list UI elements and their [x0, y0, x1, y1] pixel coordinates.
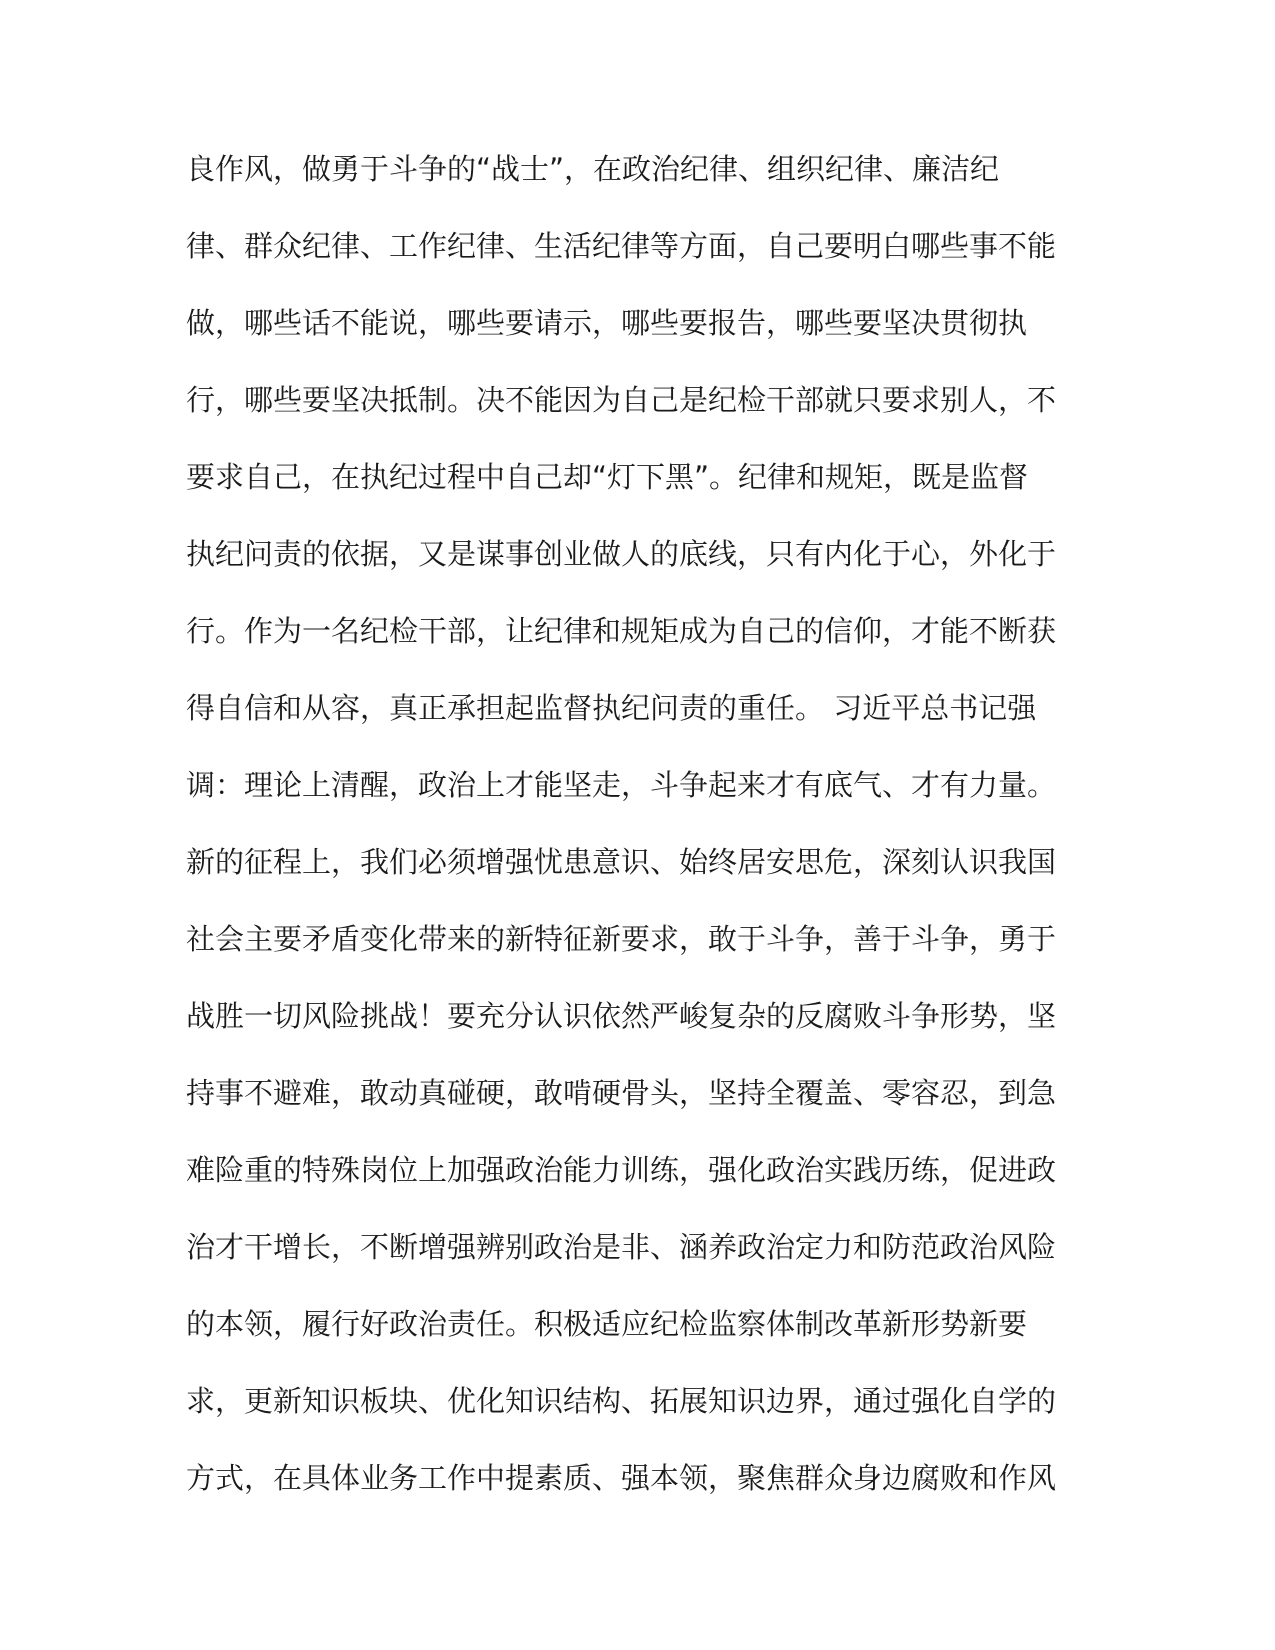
text-line: 执纪问责的依据，又是谋事创业做人的底线，只有内化于心，外化于 — [186, 537, 1057, 571]
text-line: 做，哪些话不能说，哪些要请示，哪些要报告，哪些要坚决贯彻执 — [186, 306, 1028, 340]
text-line: 良作风，做勇于斗争的“战士”，在政治纪律、组织纪律、廉洁纪 — [186, 152, 1000, 186]
text-line: 持事不避难，敢动真碰硬，敢啃硬骨头，坚持全覆盖、零容忍，到急 — [186, 1076, 1057, 1110]
text-line: 的本领，履行好政治责任。积极适应纪检监察体制改革新形势新要 — [186, 1307, 1028, 1341]
text-line: 治才干增长，不断增强辨别政治是非、涵养政治定力和防范政治风险 — [186, 1230, 1057, 1264]
text-line: 社会主要矛盾变化带来的新特征新要求，敢于斗争，善于斗争，勇于 — [186, 922, 1057, 956]
text-line: 得自信和从容，真正承担起监督执纪问责的重任。 习近平总书记强 — [186, 691, 1037, 725]
text-line: 难险重的特殊岗位上加强政治能力训练，强化政治实践历练，促进政 — [186, 1153, 1057, 1187]
body-text — [186, 141, 1066, 1527]
text-line: 求，更新知识板块、优化知识结构、拓展知识边界，通过强化自学的 — [186, 1384, 1057, 1418]
text-line: 战胜一切风险挑战！要充分认识依然严峻复杂的反腐败斗争形势，坚 — [186, 999, 1057, 1033]
text-line: 律、群众纪律、工作纪律、生活纪律等方面，自己要明白哪些事不能 — [186, 229, 1057, 263]
text-line: 方式，在具体业务工作中提素质、强本领，聚焦群众身边腐败和作风 — [186, 1461, 1057, 1495]
text-line: 行。作为一名纪检干部，让纪律和规矩成为自己的信仰，才能不断获 — [186, 614, 1057, 648]
text-line: 行，哪些要坚决抵制。决不能因为自己是纪检干部就只要求别人，不 — [186, 383, 1057, 417]
text-line: 调：理论上清醒，政治上才能坚走，斗争起来才有底气、才有力量。 — [186, 768, 1057, 802]
text-line: 要求自己，在执纪过程中自己却“灯下黑”。纪律和规矩，既是监督 — [186, 460, 1029, 494]
text-line: 新的征程上，我们必须增强忧患意识、始终居安思危，深刻认识我国 — [186, 845, 1057, 879]
